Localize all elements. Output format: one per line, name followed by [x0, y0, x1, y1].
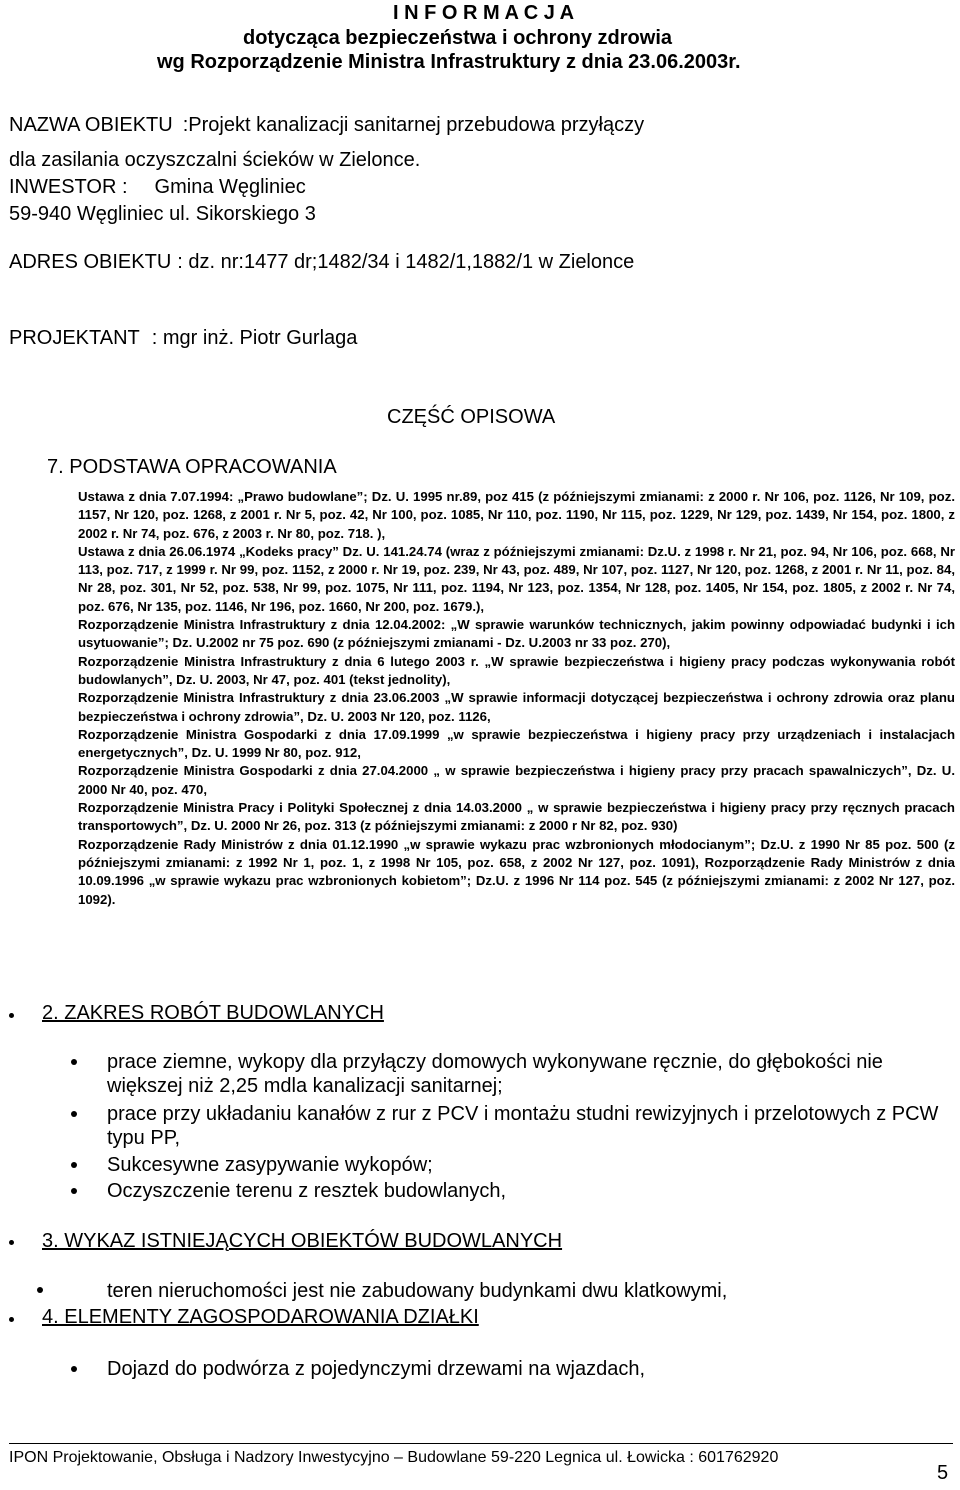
- section3-heading: 3. WYKAZ ISTNIEJĄCYCH OBIEKTÓW BUDOWLANYCH: [42, 1230, 563, 1252]
- list-item: Sukcesywne zasypywanie wykopów;: [107, 1154, 433, 1176]
- section7-heading: 7. PODSTAWA OPRACOWANIA: [47, 456, 337, 478]
- list-item: prace ziemne, wykopy dla przyłączy domowych wykonywane ręcznie, do głębokości nie większej niż 2,25 mdla kanalizacji sanitarnej;: [107, 1051, 883, 1097]
- doc-subtitle: dotycząca bezpieczeństwa i ochrony zdrowia: [243, 27, 673, 49]
- page-number: 5: [937, 1462, 949, 1484]
- address-row: [9, 250, 634, 274]
- doc-title: I N F O R M A C J A: [393, 2, 575, 24]
- bullet-icon: [71, 1188, 77, 1194]
- list-item: Dojazd do podwórza z pojedynczymi drzewami na wjazdach,: [107, 1358, 646, 1380]
- designer-value: : mgr inż. Piotr Gurlaga: [151, 327, 358, 349]
- bullet-icon: [71, 1162, 77, 1168]
- section4-heading: 4. ELEMENTY ZAGOSPODAROWANIA DZIAŁKI: [42, 1306, 479, 1328]
- reference-paragraph: Ustawa z dnia 7.07.1994: „Prawo budowlane”; Dz. U. 1995 nr.89, poz 415 (z późniejszymi zmianami: z 2000 r. Nr 106, poz. 1126, Nr 109, poz. 1157, Nr 120, poz. 1268, z 2001 r. Nr 5, poz. 42, Nr 100, poz. 1085, Nr 110, poz. 1190, Nr 115, poz. 1229, Nr 129, poz. 1439, Nr 154, poz. 1800, z 2002 r. Nr 74, poz. 676, z 2003 r. Nr 80, poz. 718. ),: [78, 489, 955, 541]
- object-name-value: :Projekt kanalizacji sanitarnej przebudowa przyłączy: [182, 114, 645, 136]
- reference-paragraph: Rozporządzenie Ministra Pracy i Polityki Społecznej z dnia 14.03.2000 „ w sprawie bezpieczeństwa i higieny pracy przy ręcznych pracach transportowych”, Dz. U. 2000 Nr 26, poz. 313 (z późniejszymi zmianami: z 2000 r Nr 82, poz. 930): [78, 800, 955, 834]
- reference-paragraph: Rozporządzenie Ministra Infrastruktury z dnia 12.04.2002: „W sprawie warunków technicznych, jakim powinny odpowiadać budynki i ich usytuowanie”; Dz. U.2002 nr 75 poz. 690 (z późniejszymi zmianami - Dz. U.2003 nr 33 poz. 270),: [78, 617, 955, 651]
- reference-paragraph: Rozporządzenie Ministra Gospodarki z dnia 17.09.1999 „w sprawie bezpieczeństwa i higieny pracy przy urządzeniach i instalacjach energetycznych”, Dz. U. 1999 Nr 80, poz. 912,: [78, 726, 955, 761]
- bullet-icon: [9, 1240, 14, 1245]
- list-item: teren nieruchomości jest nie zabudowany budynkami dwu klatkowymi,: [107, 1280, 728, 1302]
- section-opis-heading: CZĘŚĆ OPISOWA: [387, 406, 556, 428]
- reference-paragraph: Ustawa z dnia 26.06.1974 „Kodeks pracy” Dz. U. 141.24.74 (wraz z późniejszymi zmianami: Dz.U. z 1998 r. Nr 21, poz. 94, Nr 106, poz. 668, Nr 113, poz. 717, z 1999 r. Nr 99, poz. 1152, z 2000 r. Nr 19, poz. 239, Nr 43, poz. 489, Nr 107, poz. 1127, Nr 120, poz. 1268, z 2001 r. Nr 11, poz. 84, Nr 28, poz. 301, Nr 52, poz. 538, Nr 99, poz. 1075, Nr 111, poz. 1194, Nr 123, poz. 1354, Nr 128, poz. 1405, Nr 154, poz. 1805, z 2002 r. Nr 74, poz. 676, Nr 135, poz. 1146, Nr 196, poz. 1660, Nr 200, poz. 1679.),: [78, 543, 955, 614]
- list-item: prace przy układaniu kanałów z rur z PCV i montażu studni rewizyjnych i przelotowych z PCW typu PP,: [107, 1103, 939, 1149]
- investor-address: 59-940 Węgliniec ul. Sikorskiego 3: [9, 203, 316, 225]
- investor-value: Gmina Węgliniec: [154, 176, 306, 198]
- bullet-icon: [9, 1317, 14, 1322]
- object-name-value-2: dla zasilania oczyszczalni ścieków w Zielonce.: [9, 149, 421, 171]
- list-item: Oczyszczenie terenu z resztek budowlanych,: [107, 1180, 507, 1202]
- section2-heading: 2. ZAKRES ROBÓT BUDOWLANYCH: [42, 1002, 384, 1024]
- references-block: [78, 488, 955, 909]
- designer-row: [9, 326, 357, 350]
- reference-paragraph: Rozporządzenie Ministra Infrastruktury z dnia 6 lutego 2003 r. „W sprawie bezpieczeństwa i higieny pracy podczas wykonywania robót budowlanych”, Dz. U. 2003, Nr 47, poz. 401 (tekst jednolity),: [78, 653, 955, 687]
- bullet-icon: [71, 1111, 77, 1117]
- footer-text: IPON Projektowanie, Obsługa i Nadzory Inwestycyjno – Budowlane 59-220 Legnica ul. Łowicka : 601762920: [9, 1449, 779, 1466]
- bullet-icon: [9, 1013, 14, 1018]
- footer-divider: [9, 1443, 953, 1444]
- doc-regulation: wg Rozporządzenie Ministra Infrastruktury z dnia 23.06.2003r.: [157, 51, 741, 73]
- investor-row: [9, 175, 306, 199]
- address-label: ADRES OBIEKTU: [9, 251, 172, 273]
- object-name-row: [9, 113, 644, 137]
- reference-paragraph: Rozporządzenie Ministra Infrastruktury z dnia 23.06.2003 „W sprawie informacji dotyczącej bezpieczeństwa i ochrony zdrowia oraz planu bezpieczeństwa i ochrony zdrowia”, Dz. U. 2003 Nr 120, poz. 1126,: [78, 690, 955, 724]
- bullet-icon: [37, 1287, 43, 1293]
- investor-label: INWESTOR :: [9, 176, 128, 198]
- reference-paragraph: Rozporządzenie Rady Ministrów z dnia 01.12.1990 „w sprawie wykazu prac wzbronionych młodocianym”; Dz.U. z 1990 Nr 85 poz. 500 (z późniejszymi zmianami: z 1992 Nr 1, poz. 1, z 1998 Nr 105, poz. 658, z 2002 Nr 127, poz. 1091), Rozporządzenie Rady Ministrów z dnia 10.09.1996 „w sprawie wykazu prac wzbronionych kobietom”; Dz.U. z 1996 Nr 114 poz. 545 (z późniejszymi zmianami: z 2002 Nr 127, poz. 1092).: [78, 836, 955, 907]
- object-name-label: NAZWA OBIEKTU: [9, 114, 173, 136]
- reference-paragraph: Rozporządzenie Ministra Gospodarki z dnia 27.04.2000 „ w sprawie bezpieczeństwa i higieny pracy przy pracach spawalniczych”, Dz. U. 2000 Nr 40, poz. 470,: [78, 763, 955, 797]
- bullet-icon: [71, 1366, 77, 1372]
- bullet-icon: [71, 1059, 77, 1065]
- designer-label: PROJEKTANT: [9, 327, 140, 349]
- address-value: : dz. nr:1477 dr;1482/34 i 1482/1,1882/1 w Zielonce: [177, 251, 635, 273]
